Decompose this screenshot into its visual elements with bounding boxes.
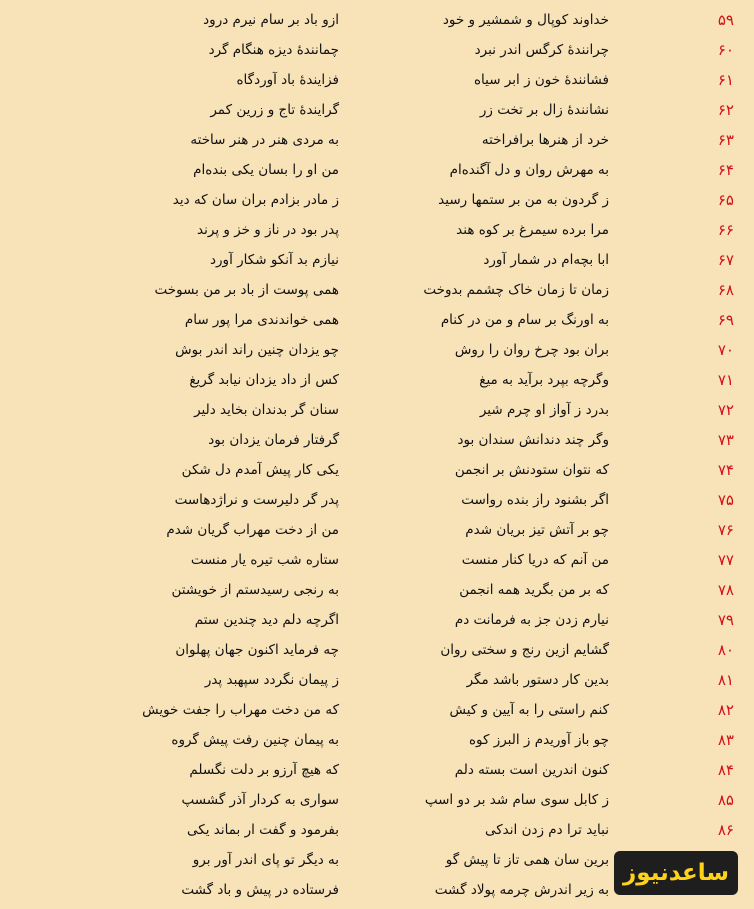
second-hemistich: نشانندهٔ زال بر تخت زر xyxy=(479,102,609,118)
verse-row xyxy=(0,155,754,185)
verse-number: ۸۳ xyxy=(717,731,734,749)
second-hemistich: مرا برده سیمرغ بر کوه هند xyxy=(456,222,609,238)
verse-row xyxy=(0,755,754,785)
second-hemistich: فشانندهٔ خون ز ابر سیاه xyxy=(473,72,609,88)
first-hemistich: پدر گر دلیرست و نراژدهاست xyxy=(174,492,339,508)
first-hemistich: اگرچه دلم دید چندین ستم xyxy=(194,612,339,628)
second-hemistich: به مهرش روان و دل آگنده‌ام xyxy=(449,162,609,178)
second-hemistich: کنم راستی را به آیین و کیش xyxy=(449,702,609,718)
verse-number: ۶۳ xyxy=(717,131,734,149)
first-hemistich: ستاره شب تیره یار منست xyxy=(190,552,339,568)
verse-row xyxy=(0,245,754,275)
verse-row xyxy=(0,215,754,245)
verse-number: ۷۷ xyxy=(717,551,734,569)
second-hemistich: نیارم زدن جز به فرمانت دم xyxy=(454,612,609,628)
verse-number: ۷۵ xyxy=(717,491,734,509)
second-hemistich: زمان تا زمان خاک چشمم بدوخت xyxy=(423,282,609,298)
second-hemistich: بران بود چرخ روان را روش xyxy=(454,342,609,358)
verse-row xyxy=(0,665,754,695)
first-hemistich: چمانندهٔ دیزه هنگام گرد xyxy=(208,42,339,58)
first-hemistich: یکی کار پیش آمدم دل شکن xyxy=(181,462,339,478)
second-hemistich: چو بر آتش تیز بریان شدم xyxy=(465,522,609,538)
verse-number: ۸۲ xyxy=(717,701,734,719)
verse-number: ۶۴ xyxy=(717,161,734,179)
verse-row xyxy=(0,815,754,845)
verse-row xyxy=(0,5,754,35)
second-hemistich: برین سان همی تاز تا پیش گو xyxy=(445,852,609,868)
verse-number: ۶۸ xyxy=(717,281,734,299)
second-hemistich: ز گردون به من بر ستمها رسید xyxy=(438,192,609,208)
first-hemistich: که من دخت مهراب را جفت خویش xyxy=(142,702,339,718)
verse-number: ۷۴ xyxy=(717,461,734,479)
verse-number: ۶۹ xyxy=(717,311,734,329)
second-hemistich: وگر چند دندانش سندان بود xyxy=(457,432,609,448)
second-hemistich: اگر بشنود راز بنده رواست xyxy=(461,492,609,508)
verse-number: ۶۱ xyxy=(717,71,734,89)
first-hemistich: چو یزدان چنین راند اندر بوش xyxy=(175,342,339,358)
second-hemistich: وگرچه بپرد برآید به میغ xyxy=(479,372,609,388)
verse-row xyxy=(0,725,754,755)
second-hemistich: گشایم ازین رنج و سختی روان xyxy=(440,642,609,658)
second-hemistich: که بر من بگرید همه انجمن xyxy=(459,582,609,598)
verse-row xyxy=(0,35,754,65)
verse-row xyxy=(0,185,754,215)
first-hemistich: من او را بسان یکی بنده‌ام xyxy=(193,162,339,178)
verse-number: ۷۲ xyxy=(717,401,734,419)
first-hemistich: به رنجی رسیدستم از خویشتن xyxy=(171,582,339,598)
second-hemistich: من آنم که دریا کنار منست xyxy=(461,552,609,568)
first-hemistich: نیازم بد آنکو شکار آورد xyxy=(210,252,339,268)
verse-row xyxy=(0,95,754,125)
second-hemistich: خرد از هنرها برافراخته xyxy=(481,132,609,148)
first-hemistich: بفرمود و گفت ار بماند یکی xyxy=(187,822,339,838)
second-hemistich: که نتوان ستودنش بر انجمن xyxy=(454,462,609,478)
verse-row xyxy=(0,455,754,485)
second-hemistich: به اورنگ بر سام و من در کنام xyxy=(440,312,609,328)
second-hemistich: چو باز آوریدم ز البرز کوه xyxy=(468,732,609,748)
first-hemistich: سنان گر بدندان بخاید دلیر xyxy=(194,402,339,418)
first-hemistich: سواری به کردار آذر گشسپ xyxy=(181,792,339,808)
first-hemistich: که هیچ آرزو بر دلت نگسلم xyxy=(189,762,339,778)
verse-number: ۸۵ xyxy=(717,791,734,809)
first-hemistich: به مردی هنر در هنر ساخته xyxy=(190,132,339,148)
verse-number: ۷۶ xyxy=(717,521,734,539)
verse-row xyxy=(0,365,754,395)
verse-row xyxy=(0,125,754,155)
verse-row xyxy=(0,335,754,365)
verse-row xyxy=(0,635,754,665)
verse-number: ۶۲ xyxy=(717,101,734,119)
second-hemistich: خداوند کوپال و شمشیر و خود xyxy=(442,12,609,28)
first-hemistich: من از دخت مهراب گریان شدم xyxy=(166,522,339,538)
first-hemistich: کس از داد یزدان نیابد گریغ xyxy=(189,372,339,388)
verse-number: ۸۱ xyxy=(717,671,734,689)
first-hemistich: فرستاده در پیش و باد گشت xyxy=(181,882,339,898)
second-hemistich: ابا بچه‌ام در شمار آورد xyxy=(483,252,609,268)
second-hemistich: کنون اندرین است بسته دلم xyxy=(454,762,609,778)
verse-row xyxy=(0,575,754,605)
first-hemistich: چه فرماید اکنون جهان پهلوان xyxy=(175,642,339,658)
second-hemistich: بدرد ز آواز او چرم شیر xyxy=(479,402,609,418)
first-hemistich: گرایندهٔ تاج و زرین کمر xyxy=(210,102,339,118)
verse-row xyxy=(0,65,754,95)
verse-number: ۵۹ xyxy=(717,11,734,29)
first-hemistich: ازو باد بر سام نیرم درود xyxy=(203,12,339,28)
verse-row xyxy=(0,785,754,815)
verse-number: ۷۸ xyxy=(717,581,734,599)
verse-number: ۸۴ xyxy=(717,761,734,779)
verse-row xyxy=(0,485,754,515)
first-hemistich: فزایندهٔ باد آوردگاه xyxy=(236,72,339,88)
first-hemistich: به پیمان چنین رفت پیش گروه xyxy=(171,732,339,748)
verse-row xyxy=(0,605,754,635)
verse-row xyxy=(0,275,754,305)
first-hemistich: ز پیمان نگردد سپهبد پدر xyxy=(204,672,339,688)
verse-row xyxy=(0,515,754,545)
first-hemistich: گرفتار فرمان یزدان بود xyxy=(208,432,339,448)
verse-number: ۷۹ xyxy=(717,611,734,629)
verse-number: ۸۰ xyxy=(717,641,734,659)
verse-number: ۶۰ xyxy=(717,41,734,59)
verse-row xyxy=(0,395,754,425)
verse-row xyxy=(0,305,754,335)
verse-row xyxy=(0,695,754,725)
first-hemistich: به دیگر تو پای اندر آور برو xyxy=(192,852,339,868)
verse-row xyxy=(0,425,754,455)
verse-number: ۷۳ xyxy=(717,431,734,449)
verse-row xyxy=(0,545,754,575)
verse-number: ۷۱ xyxy=(717,371,734,389)
second-hemistich: ز کابل سوی سام شد بر دو اسپ xyxy=(424,792,609,808)
saednews-logo: ساعدنیوز xyxy=(614,851,738,895)
verse-number: ۸۶ xyxy=(717,821,734,839)
verse-number: ۷۰ xyxy=(717,341,734,359)
first-hemistich: همی خواندندی مرا پور سام xyxy=(184,312,339,328)
poem-list xyxy=(0,5,754,905)
first-hemistich: همی پوست از باد بر من بسوخت xyxy=(154,282,339,298)
second-hemistich: چرانندهٔ کرگس اندر نبرد xyxy=(474,42,609,58)
verse-number: ۶۶ xyxy=(717,221,734,239)
first-hemistich: پدر بود در ناز و خز و پرند xyxy=(197,222,339,238)
first-hemistich: ز مادر بزادم بران سان که دید xyxy=(172,192,339,208)
second-hemistich: نباید ترا دم زدن اندکی xyxy=(485,822,609,838)
verse-number: ۶۷ xyxy=(717,251,734,269)
second-hemistich: بدین کار دستور باشد مگر xyxy=(466,672,609,688)
verse-number: ۶۵ xyxy=(717,191,734,209)
second-hemistich: به زیر اندرش چرمه پولاد گشت xyxy=(434,882,609,898)
